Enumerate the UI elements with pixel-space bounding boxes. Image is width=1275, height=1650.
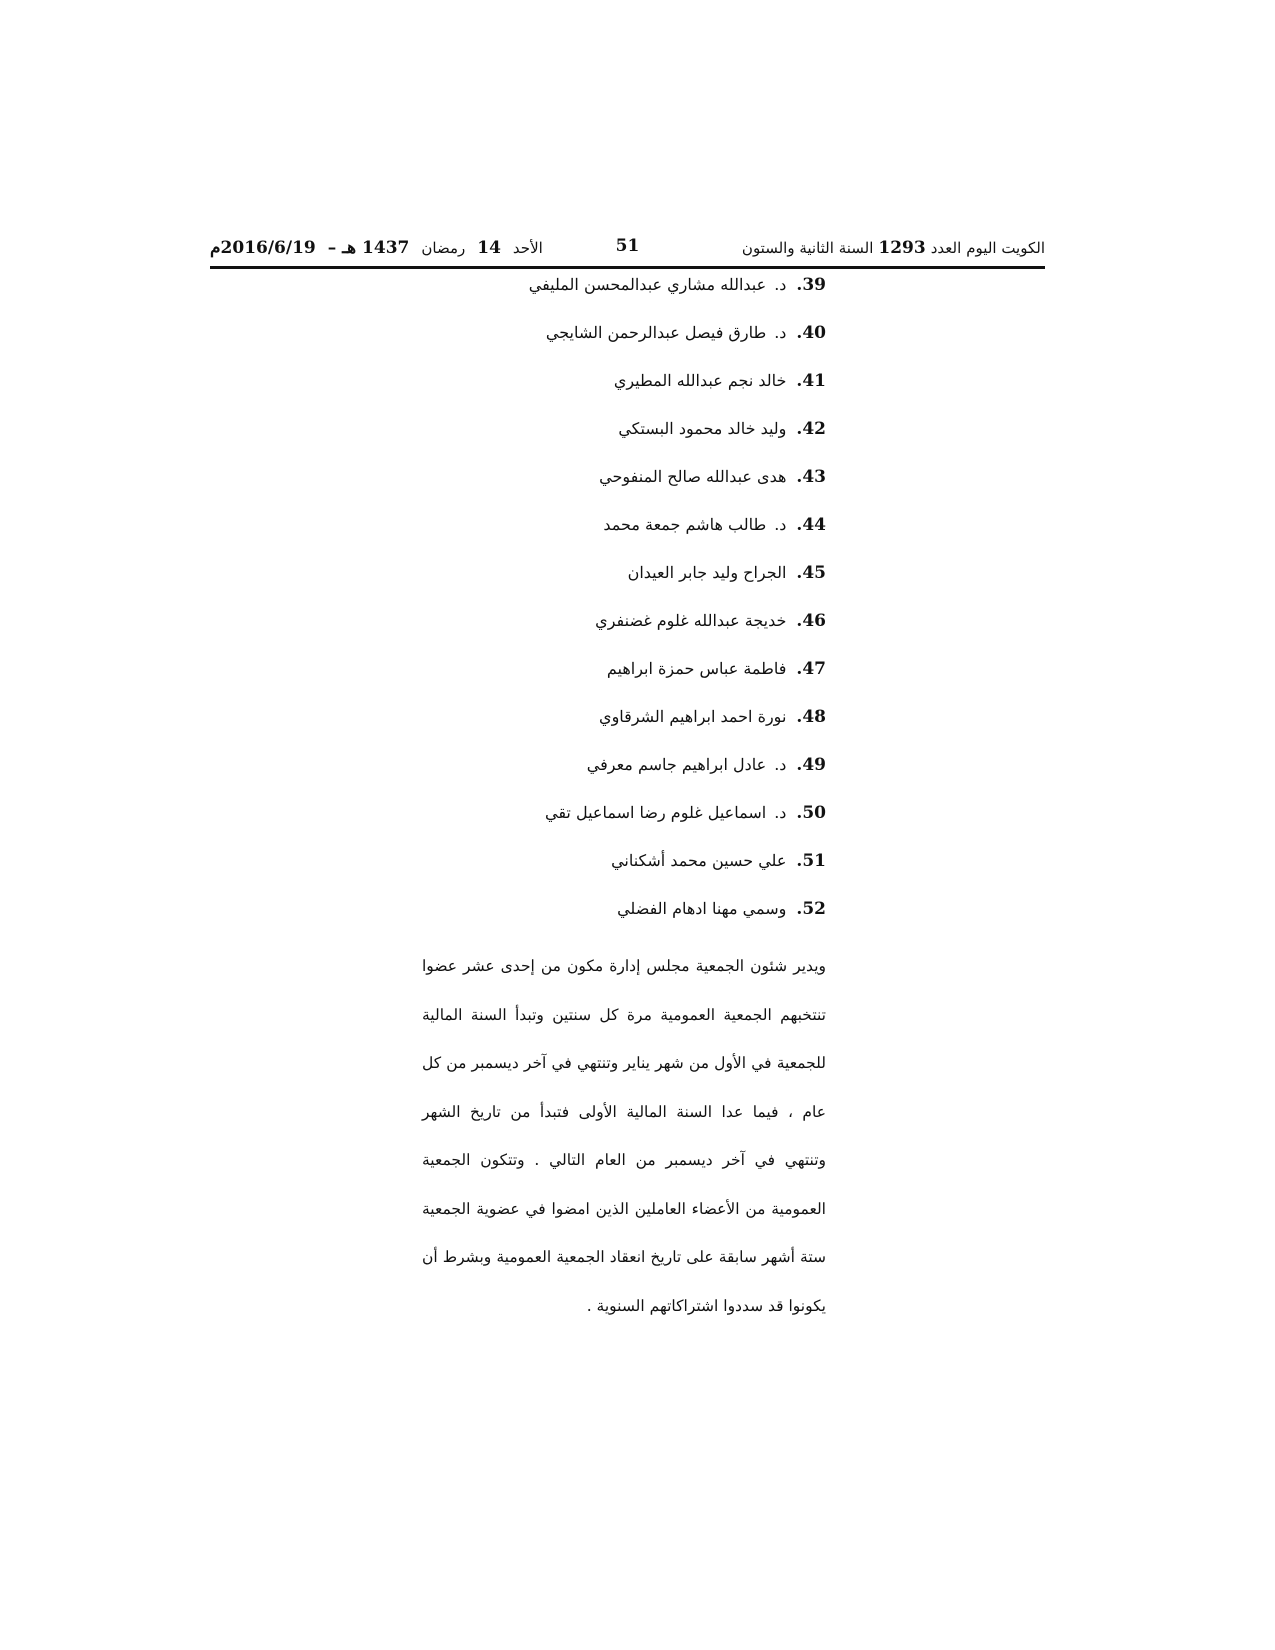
item-number: 46. (796, 611, 826, 631)
item-number: 39. (796, 275, 826, 295)
list-item (540, 366, 826, 414)
item-number: 50. (796, 803, 826, 823)
item-number: 43. (796, 467, 826, 487)
list-item (540, 510, 826, 558)
issue-label: العدد (930, 239, 962, 257)
hijri-year: 1437 هـ – (327, 238, 410, 258)
header-date-info (210, 238, 543, 258)
hijri-day: 14 (477, 238, 501, 258)
item-name: وسمي مهنا ادهام الفضلي (617, 899, 787, 918)
item-number: 40. (796, 323, 826, 343)
day-name: الأحد (512, 239, 543, 257)
list-item (540, 702, 826, 750)
page-header (210, 236, 1045, 269)
item-number: 48. (796, 707, 826, 727)
gregorian-date: 2016/6/19م (210, 238, 316, 258)
list-item (540, 318, 826, 366)
item-number: 51. (796, 851, 826, 871)
item-name: علي حسين محمد أشكناني (611, 851, 787, 870)
item-name: هدى عبدالله صالح المنفوحي (599, 467, 787, 486)
item-name: خديجة عبدالله غلوم غضنفري (595, 611, 787, 630)
item-title: د. (774, 323, 787, 342)
year-label: السنة الثانية والستون (741, 239, 874, 257)
item-number: 42. (796, 419, 826, 439)
body-paragraph: ويدير شئون الجمعية مجلس إدارة مكون من إحدى عشر عضوا تنتخبهم الجمعية العمومية مرة كل سنتين وتبدأ السنة المالية للجمعية في الأول من شهر يناير وتنتهي في آخر ديسمبر من كل عام ، فيما عدا السنة المالية الأولى فتبدأ من تاريخ الشهر وتنتهي في آخر ديسمبر من العام التالي . وتتكون الجمعية العمومية من الأعضاء العاملين الذين امضوا في عضوية الجمعية ستة أشهر سابقة على تاريخ انعقاد الجمعية العمومية وبشرط أن يكونوا قد سددوا اشتراكاتهم السنوية . (422, 957, 826, 1315)
list-item (540, 750, 826, 798)
item-name: الجراح وليد جابر العيدان (627, 563, 787, 582)
list-item (540, 654, 826, 702)
item-name: فاطمة عباس حمزة ابراهيم (606, 659, 787, 678)
item-name: عادل ابراهيم جاسم معرفي (586, 755, 767, 774)
item-title: د. (774, 755, 787, 774)
item-number: 44. (796, 515, 826, 535)
item-number: 41. (796, 371, 826, 391)
list-item (540, 606, 826, 654)
item-title: د. (774, 515, 787, 534)
item-name: نورة احمد ابراهيم الشرقاوي (599, 707, 787, 726)
item-number: 52. (796, 899, 826, 919)
list-item (540, 462, 826, 510)
item-title: د. (774, 275, 787, 294)
hijri-month: رمضان (421, 239, 466, 257)
page-number: 51 (615, 236, 640, 256)
members-list (528, 270, 826, 942)
list-item (540, 558, 826, 606)
item-name: طالب هاشم جمعة محمد (603, 515, 767, 534)
item-name: خالد نجم عبدالله المطيري (613, 371, 787, 390)
item-number: 49. (796, 755, 826, 775)
issue-number: 1293 (878, 238, 926, 258)
item-number: 47. (796, 659, 826, 679)
item-name: عبدالله مشاري عبدالمحسن المليفي (528, 275, 767, 294)
list-item (540, 414, 826, 462)
item-name: طارق فيصل عبدالرحمن الشايجي (545, 323, 767, 342)
list-item (540, 798, 826, 846)
list-item (528, 270, 826, 318)
item-number: 45. (796, 563, 826, 583)
list-item (540, 894, 826, 942)
item-title: د. (774, 803, 787, 822)
item-name: اسماعيل غلوم رضا اسماعيل تقي (545, 803, 767, 822)
publication-name: الكويت اليوم (966, 239, 1045, 257)
list-item (540, 846, 826, 894)
item-name: وليد خالد محمود البستكي (618, 419, 787, 438)
